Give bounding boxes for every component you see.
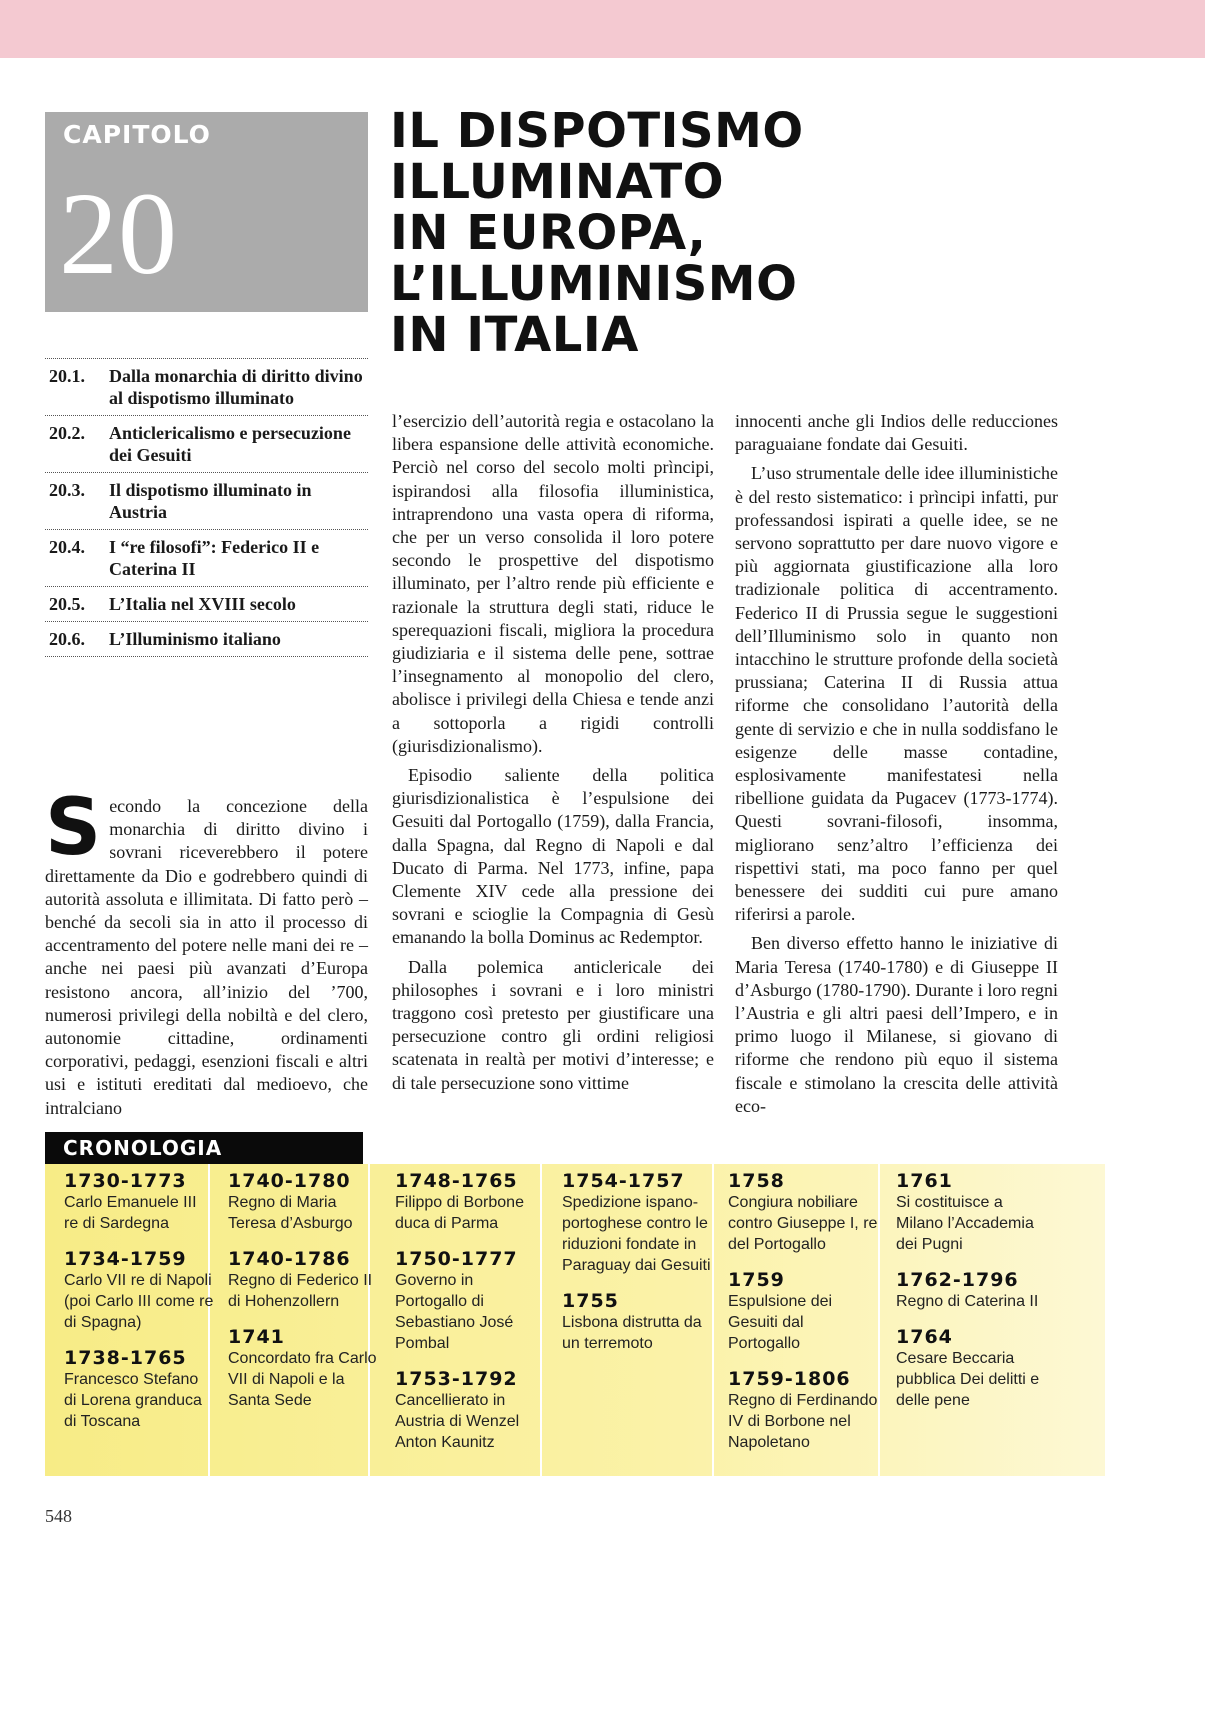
entry-text: Francesco Stefano di Lorena granduca di Toscana [64,1371,202,1430]
entry-date: 1734-1759 [64,1248,187,1270]
chapter-title-line: L’ILLUMINISMO [390,256,798,312]
entry-date: 1764 [896,1326,953,1348]
toc-item[interactable] [45,529,368,586]
entry-date: 1741 [228,1326,285,1348]
entry-text: Cesare Beccaria pubblica Dei delitti e delle pene [896,1350,1040,1409]
entry-date: 1758 [728,1170,785,1192]
entry-date: 1748-1765 [395,1170,518,1192]
top-color-band [0,0,1205,58]
cronologia-entry [896,1269,1046,1312]
body-paragraph: l’esercizio dell’autorità regia e ostacolano la libera espansione delle attività economiche. Perciò nel corso del secolo molti prìncipi, ispirandosi alla filosofia illuministica, intraprendono una vasta opera di riforma, che per un verso consolida il loro potere secondo le prospettive del dispotismo illuminato, per l’altro rende più efficiente e razionale la struttura degli stati, riduce le sperequazioni fiscali, migliora la procedura giudiziaria e il sistema delle pene, sottrae l’insegnamento al monopolio del clero, abolisce i privilegi della Chiesa e tende anzi a sottoporla a rigidi controlli (giurisdizionalismo). [392,411,714,756]
body-column-2 [392,410,714,1101]
toc-title: Anticlericalismo e persecuzione dei Gesuiti [109,423,351,465]
chapter-title-line: IN EUROPA, [390,205,707,261]
toc-number: 20.3. [49,480,85,500]
entry-text: Cancellierato in Austria di Wenzel Anton Kaunitz [395,1392,520,1451]
toc-item[interactable] [45,586,368,621]
cronologia-column [64,1170,214,1446]
toc-number: 20.6. [49,629,85,649]
entry-date: 1753-1792 [395,1368,518,1390]
entry-date: 1740-1786 [228,1248,351,1270]
cronologia-column [395,1170,545,1467]
cronologia-title: CRONOLOGIA [63,1136,223,1160]
entry-text: Si costituisce a Milano l’Accademia dei Pugni [896,1194,1034,1253]
chapter-title-line: IL DISPOTISMO [390,103,804,159]
page-number: 548 [45,1506,72,1526]
column-divider [712,1164,714,1476]
cronologia-entry [728,1368,878,1453]
entry-text: Carlo VII re di Napoli (poi Carlo III come re di Spagna) [64,1272,214,1331]
toc-item[interactable] [45,472,368,529]
toc-number: 20.1. [49,366,85,386]
entry-text: Regno di Ferdinando IV di Borbone nel Napoletano [728,1392,878,1451]
entry-date: 1761 [896,1170,953,1192]
toc-item[interactable] [45,621,368,656]
table-of-contents [45,358,368,657]
entry-text: Congiura nobiliare contro Giuseppe I, re del Portogallo [728,1194,878,1253]
chapter-title-line: ILLUMINATO [390,154,725,210]
cronologia-entry [228,1326,378,1411]
entry-date: 1750-1777 [395,1248,518,1270]
toc-title: Il dispotismo illuminato in Austria [109,480,312,522]
cronologia-entry [562,1290,712,1354]
entry-text: Concordato fra Carlo VII di Napoli e la Santa Sede [228,1350,377,1409]
cronologia-entry [64,1170,214,1234]
entry-date: 1759-1806 [728,1368,851,1390]
entry-date: 1730-1773 [64,1170,187,1192]
cronologia-entry [64,1248,214,1333]
cronologia-entry [228,1248,378,1312]
column-divider [878,1164,880,1476]
toc-number: 20.2. [49,423,85,443]
entry-date: 1755 [562,1290,619,1312]
entry-text: Lisbona distrutta da un terremoto [562,1314,702,1352]
cronologia-entry [728,1269,878,1354]
chapter-title-line: IN ITALIA [390,307,639,363]
cronologia-entry [562,1170,712,1276]
entry-date: 1740-1780 [228,1170,351,1192]
entry-date: 1759 [728,1269,785,1291]
toc-number: 20.5. [49,594,85,614]
toc-title: L’Illuminismo italiano [109,629,281,649]
cronologia-entry [896,1170,1046,1255]
body-paragraph: innocenti anche gli Indios delle reducciones paraguaiane fondate dai Gesuiti. [735,411,1058,455]
cronologia-entry [896,1326,1046,1411]
entry-date: 1754-1757 [562,1170,685,1192]
entry-text: Carlo Emanuele III re di Sardegna [64,1194,197,1232]
body-paragraph: L’uso strumentale delle idee illuministiche è del resto sistematico: i prìncipi infatti, pur professandosi ispirati a quelle idee, se ne servono soprattutto per dare nuovo vigore e più aggiornata giustificazione alla loro tradizionale politica di accentramento. Federico II di Prussia segue le suggestioni dell’Illuminismo solo in quanto non intacchino le strutture profonde della società prussiana; Caterina II di Russia attua riforme che consolidano l’autorità della gente di servizio e che in nulla soddisfano le esigenze delle masse contadine, esplosivamente manifestatesi nella ribellione guidata da Pugacev (1773-1774). Questi sovrani-filosofi, insomma, migliorano senz’altro l’efficienza dei rispettivi stati, ma poco fanno per quel benessere dei sudditi cui pure amano riferirsi a parole. [735,463,1058,925]
cronologia-entry [395,1170,545,1234]
entry-text: Spedizione ispano-portoghese contro le riduzioni fondate in Paraguay dai Gesuiti [562,1194,711,1274]
chapter-label: CAPITOLO [63,120,211,149]
body-paragraph [45,783,368,1120]
paragraph-text: econdo la concezione della monarchia di diritto divino i sovrani riceverebbero il potere direttamente da Dio e godrebbero quindi di autorità assoluta e illimitata. Di fatto però – benché da secoli sia in atto il processo di accentramento del potere nelle mani dei re – anche nei paesi più avanzati d’Europa resistono ancora, all’inizio del ’700, numerosi privilegi della nobiltà e del clero, autonomie cittadine, ordinamenti corporativi, pedaggi, esenzioni fiscali e altri usi e istituti ereditati dal medioevo, che intralciano [45,796,368,1118]
cronologia-column [896,1170,1046,1425]
entry-text: Regno di Maria Teresa d’Asburgo [228,1194,353,1232]
entry-date: 1762-1796 [896,1269,1019,1291]
entry-text: Espulsione dei Gesuiti dal Portogallo [728,1293,833,1352]
cronologia-entry [64,1347,214,1432]
toc-divider [45,656,368,657]
cronologia-entry [228,1170,378,1234]
entry-text: Filippo di Borbone duca di Parma [395,1194,524,1232]
entry-date: 1738-1765 [64,1347,187,1369]
entry-text: Governo in Portogallo di Sebastiano José Pombal [395,1272,514,1352]
toc-item[interactable] [45,358,368,415]
body-paragraph: Dalla polemica anticlericale dei philosophes i sovrani e i loro ministri traggono così pretesto per giustificare una persecuzione contro gli ordini religiosi scatenata in realtà per motivi d’interesse; e di tale persecuzione sono vittime [392,956,714,1093]
cronologia-header [45,1132,363,1164]
toc-number: 20.4. [49,537,85,557]
cronologia-entry [395,1248,545,1354]
toc-title: Dalla monarchia di diritto divino al dispotismo illuminato [109,366,363,408]
body-paragraph: Episodio saliente della politica giurisdizionalistica è l’espulsione dei Gesuiti dal Portogallo (1759), dalla Francia, dalla Spagna, dal Regno di Napoli e dal Ducato di Parma. Nel 1773, infine, papa Clemente XIV cede alla pressione dei sovrani e scioglie la Compagnia di Gesù emanando la bolla Dominus ac Redemptor. [392,765,714,948]
toc-title: I “re filosofi”: Federico II e Caterina II [109,537,320,579]
cronologia-entry [728,1170,878,1255]
cronologia-column [228,1170,378,1425]
toc-item[interactable] [45,415,368,472]
cronologia-column [562,1170,712,1368]
cronologia-entry [395,1368,545,1453]
body-column-3 [735,410,1058,1124]
chapter-number: 20 [59,168,177,299]
entry-text: Regno di Federico II di Hohenzollern [228,1272,373,1310]
drop-cap: S [45,783,102,873]
entry-text: Regno di Caterina II [896,1293,1039,1310]
body-paragraph: Ben diverso effetto hanno le iniziative di Maria Teresa (1740-1780) e di Giuseppe II d’Asburgo (1780-1790). Durante i loro regni l’Austria e gli altri paesi dell’Impero, e in primo luogo il Milanese, si giovano di riforme che rendono più equo il sistema fiscale e stimolano la crescita delle attività eco- [735,933,1058,1116]
toc-title: L’Italia nel XVIII secolo [109,594,296,614]
chapter-title [390,103,890,363]
cronologia-column [728,1170,878,1467]
body-column-1 [45,783,368,1126]
chapter-badge [45,112,368,312]
